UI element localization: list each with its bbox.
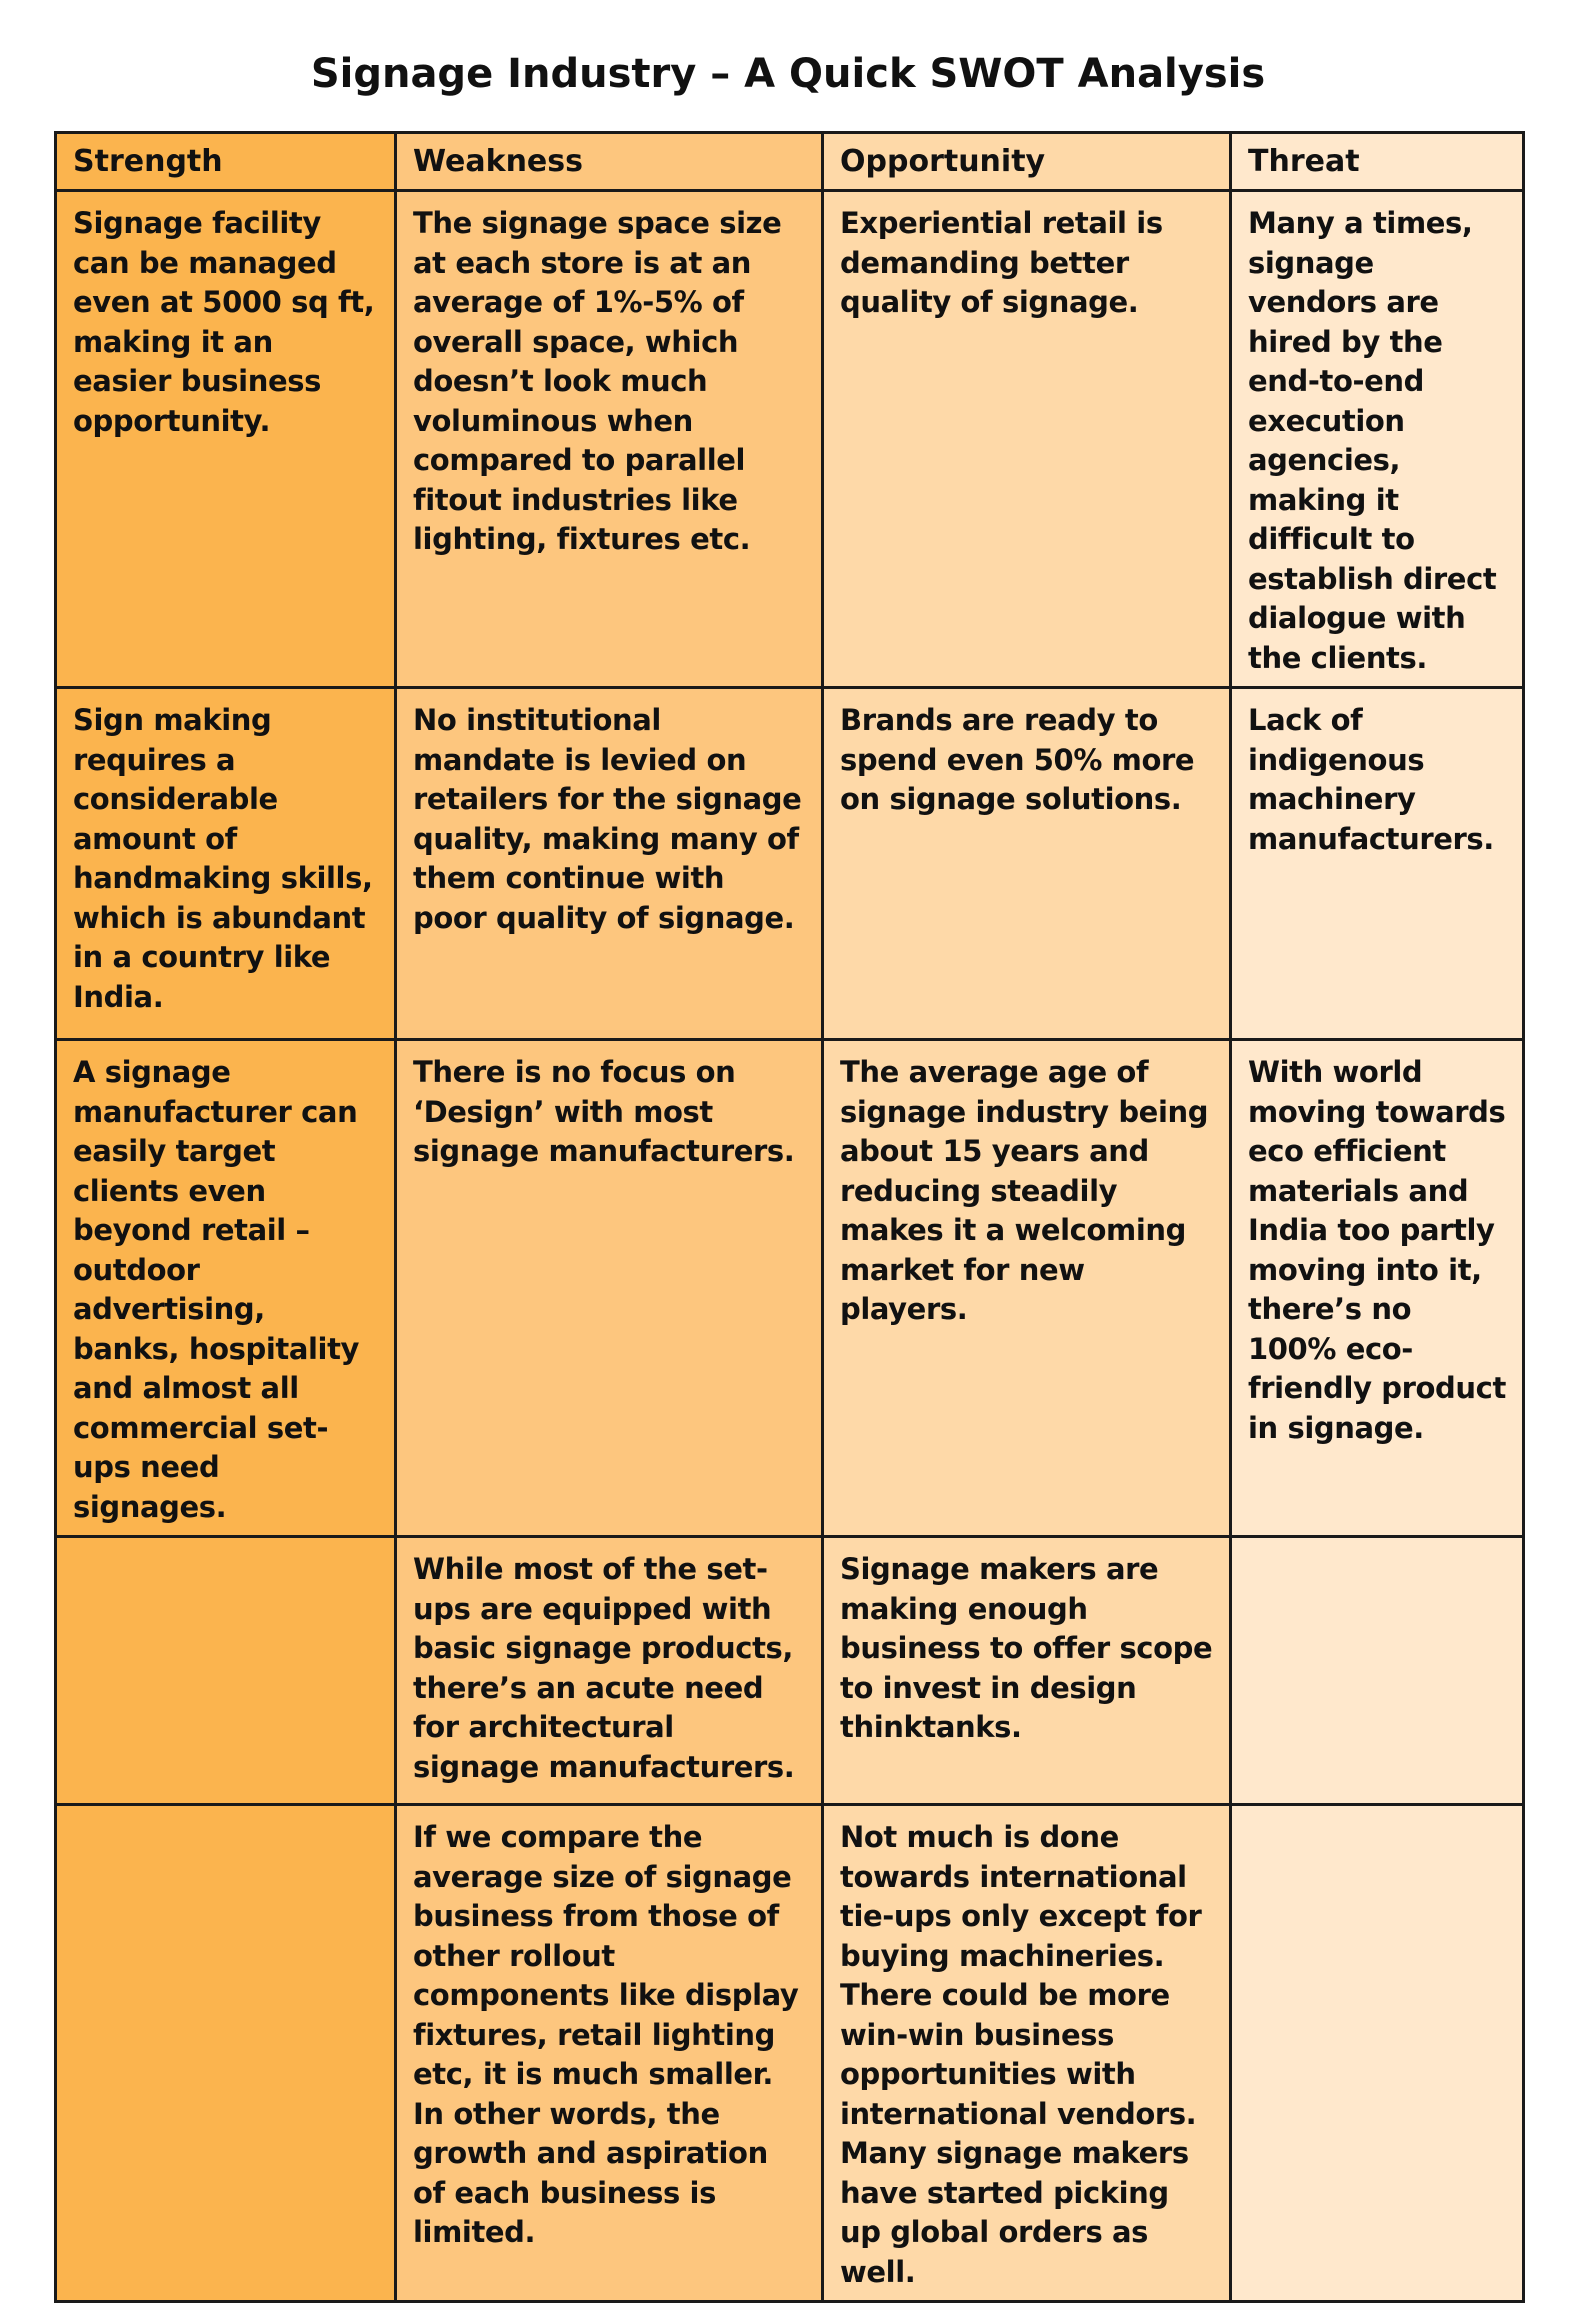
threat-cell: Lack of indigenous machinery manufacturers.	[1231, 688, 1524, 1040]
opportunity-cell: Experiential retail is demanding better quality of signage.	[823, 191, 1231, 688]
opportunity-cell: The average age of signage industry being about 15 years and reducing steadily makes it a welcoming market for new players.	[823, 1040, 1231, 1537]
strength-cell: Sign making requires a considerable amount of handmaking skills, which is abundant in a country like India.	[56, 688, 396, 1040]
threat-cell: With world moving towards eco efficient materials and India too partly moving into it, there’s no 100% eco-friendly product in signage.	[1231, 1040, 1524, 1537]
table-row	[56, 1040, 1524, 1537]
header-threat: Threat	[1231, 133, 1524, 191]
weakness-cell: The signage space size at each store is at an average of 1%-5% of overall space, which doesn’t look much voluminous when compared to parallel fitout industries like lighting, fixtures etc.	[396, 191, 823, 688]
weakness-cell: If we compare the average size of signage business from those of other rollout components like display fixtures, retail lighting etc, it is much smaller. In other words, the growth and aspiration of each business is limited.	[396, 1805, 823, 2302]
table-row	[56, 688, 1524, 1040]
swot-table	[54, 131, 1525, 2303]
opportunity-cell: Brands are ready to spend even 50% more on signage solutions.	[823, 688, 1231, 1040]
threat-cell	[1231, 1805, 1524, 2302]
strength-cell	[56, 1537, 396, 1805]
header-opportunity: Opportunity	[823, 133, 1231, 191]
weakness-cell: No institutional mandate is levied on retailers for the signage quality, making many of them continue with poor quality of signage.	[396, 688, 823, 1040]
table-header-row	[56, 133, 1524, 191]
strength-cell	[56, 1805, 396, 2302]
table-row	[56, 1805, 1524, 2302]
header-weakness: Weakness	[396, 133, 823, 191]
strength-cell: Signage facility can be managed even at 5000 sq ft, making it an easier business opportunity.	[56, 191, 396, 688]
threat-cell: Many a times, signage vendors are hired by the end-to-end execution agencies, making it difficult to establish direct dialogue with the clients.	[1231, 191, 1524, 688]
table-row	[56, 191, 1524, 688]
table-row	[56, 1537, 1524, 1805]
strength-cell: A signage manufacturer can easily target clients even beyond retail – outdoor advertising, banks, hospitality and almost all commercial set-ups need signages.	[56, 1040, 396, 1537]
opportunity-cell: Not much is done towards international tie-ups only except for buying machineries. There could be more win-win business opportunities with international vendors. Many signage makers have started picking up global orders as well.	[823, 1805, 1231, 2302]
page-title: Signage Industry – A Quick SWOT Analysis	[310, 51, 1266, 97]
opportunity-cell: Signage makers are making enough business to offer scope to invest in design thinktanks.	[823, 1537, 1231, 1805]
threat-cell	[1231, 1537, 1524, 1805]
weakness-cell: While most of the set-ups are equipped with basic signage products, there’s an acute need for architectural signage manufacturers.	[396, 1537, 823, 1805]
weakness-cell: There is no focus on ‘Design’ with most signage manufacturers.	[396, 1040, 823, 1537]
header-strength: Strength	[56, 133, 396, 191]
